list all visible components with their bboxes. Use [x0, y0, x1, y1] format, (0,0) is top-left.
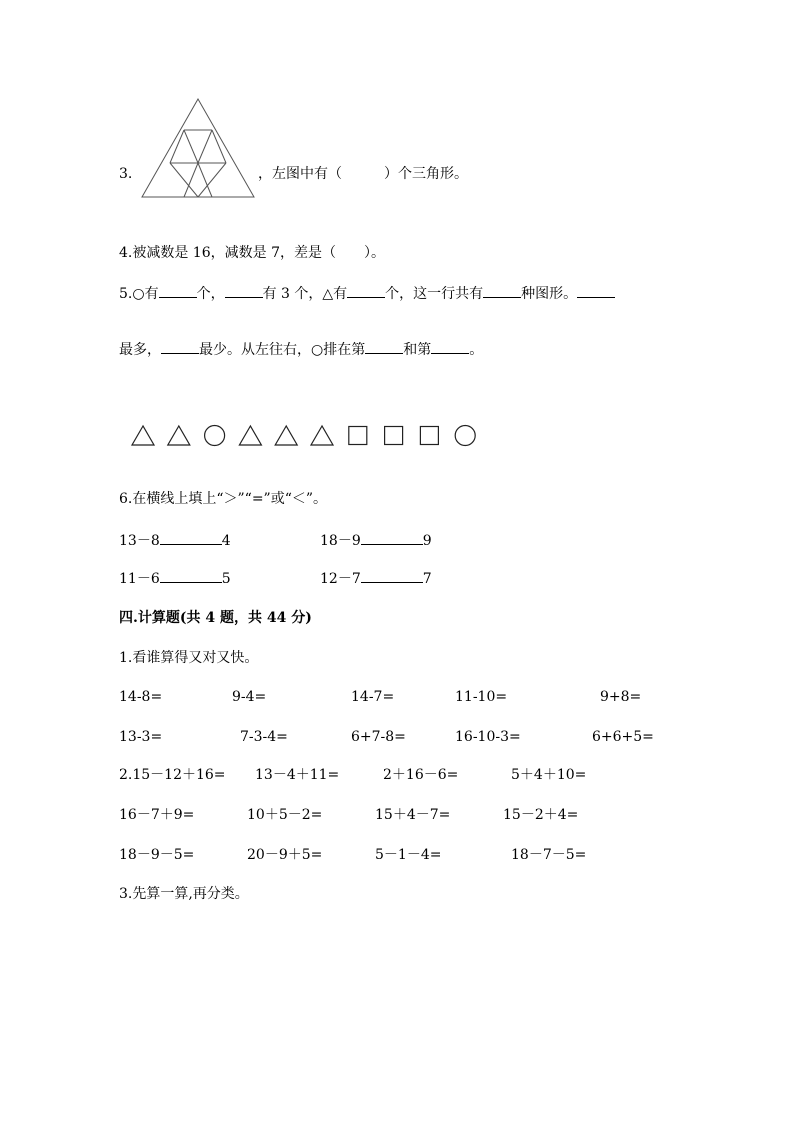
answer-blank[interactable]: [160, 568, 222, 583]
circle-icon: [205, 426, 225, 446]
answer-blank[interactable]: [431, 339, 469, 354]
q3-number: 3.: [119, 166, 133, 182]
calc-item: 2.15－12＋16=: [119, 767, 226, 783]
calc-item: 20－9＋5=: [247, 847, 323, 863]
shape-row: [130, 424, 475, 448]
answer-blank[interactable]: [365, 339, 403, 354]
calc-item: 14-7=: [351, 689, 395, 705]
calc-item: 5－1－4=: [375, 847, 442, 863]
answer-blank[interactable]: [361, 530, 423, 545]
answer-blank[interactable]: [225, 283, 263, 298]
calc-item: 15＋4－7=: [375, 807, 451, 823]
q6-title: 6.在横线上填上“＞”“=”或“＜”。: [119, 491, 328, 507]
calc-item: 14-8=: [119, 689, 163, 705]
circle-icon: ○: [311, 342, 324, 358]
calc-item: 9+8=: [600, 689, 642, 705]
circle-icon: [455, 426, 475, 446]
calc-item: 9-4=: [232, 689, 267, 705]
section-title: 四.计算题(共 4 题，共 44 分): [119, 610, 312, 626]
compare-item: 12－7 7: [320, 568, 432, 589]
calc-item: 7-3-4=: [240, 729, 288, 745]
calc1-title: 1.看谁算得又对又快。: [119, 650, 259, 666]
triangle-icon: [132, 426, 154, 445]
q5-line1: 5.○有 个， 有 3 个，△有 个，这一行共有 种图形。: [119, 283, 615, 304]
calc-item: 2＋16－6=: [383, 767, 459, 783]
calc-item: 18－9－5=: [119, 847, 195, 863]
calc-item: 6+6+5=: [592, 729, 654, 745]
triangle-icon: [275, 426, 297, 445]
square-icon: [385, 427, 403, 445]
calc-item: 10＋5－2=: [247, 807, 323, 823]
answer-blank[interactable]: [347, 283, 385, 298]
compare-item: 11－6 5: [119, 568, 231, 589]
square-icon: [349, 427, 367, 445]
q3-text: ，左图中有（ ）个三角形。: [258, 166, 468, 182]
calc-item: 18－7－5=: [511, 847, 587, 863]
triangle-icon: [311, 426, 333, 445]
q5-line2: 最多， 最少。从左往右，○排在第 和第 。: [119, 339, 483, 360]
answer-blank[interactable]: [159, 283, 197, 298]
answer-blank[interactable]: [361, 568, 423, 583]
triangle-figure-icon: [141, 98, 257, 200]
calc-item: 16－7＋9=: [119, 807, 195, 823]
calc-item: 13－4＋11=: [255, 767, 340, 783]
calc-item: 5＋4＋10=: [511, 767, 587, 783]
answer-blank[interactable]: [483, 283, 521, 298]
calc-item: 6+7-8=: [351, 729, 406, 745]
triangle-icon: [168, 426, 190, 445]
answer-blank[interactable]: [577, 283, 615, 298]
calc-item: 13-3=: [119, 729, 163, 745]
calc-item: 11-10=: [455, 689, 508, 705]
answer-blank[interactable]: [160, 530, 222, 545]
circle-icon: ○: [132, 286, 145, 302]
q5-prefix: 5.: [119, 286, 133, 302]
compare-item: 13－8 4: [119, 530, 231, 551]
calc3-title: 3.先算一算,再分类。: [119, 886, 249, 902]
q4-text: 4.被减数是 16，减数是 7，差是（ ）。: [119, 245, 385, 261]
calc-item: 16-10-3=: [455, 729, 521, 745]
compare-item: 18－9 9: [320, 530, 432, 551]
calc-item: 15－2＋4=: [503, 807, 579, 823]
square-icon: [420, 427, 438, 445]
answer-blank[interactable]: [161, 339, 199, 354]
triangle-icon: [239, 426, 261, 445]
